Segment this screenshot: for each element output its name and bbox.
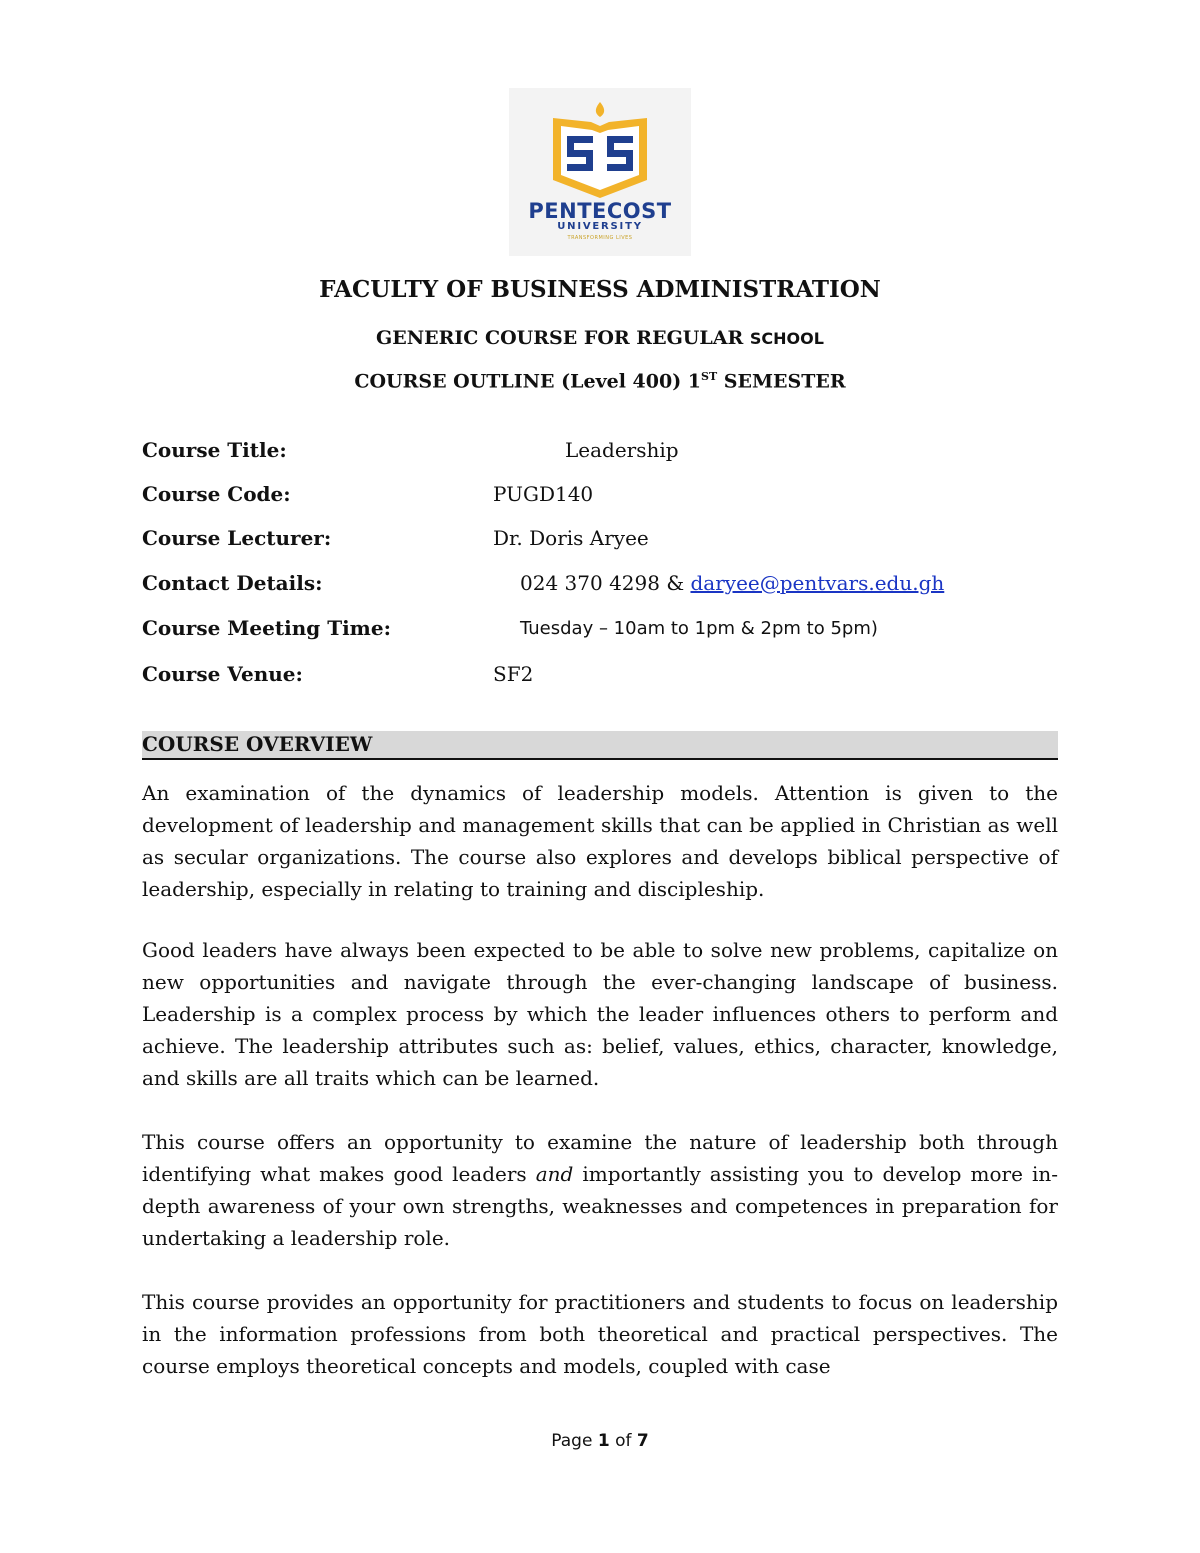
university-logo — [509, 88, 691, 256]
course-venue-value: SF2 — [493, 662, 534, 686]
page-number-footer — [0, 1431, 1200, 1451]
overview-paragraph-4: This course provides an opportunity for practitioners and students to focus on leadership in the information professions from both theoretical and practical perspectives. The course employs theoretical concepts and models, coupled with case — [142, 1290, 1058, 1378]
generic-course-school: SCHOOL — [749, 329, 824, 348]
paragraph-3-part-b: importantly assisting you to develop more in-depth awareness of your own strengths, weaknesses and competences in preparation for undertaking a leadership role. — [142, 1162, 1059, 1250]
contact-phone: 024 370 4298 & — [520, 571, 691, 595]
course-code-label: Course Code: — [142, 482, 291, 506]
meeting-time-value: Tuesday – 10am to 1pm & 2pm to 5pm) — [520, 618, 878, 639]
course-title-label: Course Title: — [142, 438, 287, 462]
of-word: of — [609, 1431, 637, 1451]
page-total: 7 — [636, 1431, 649, 1451]
outline-superscript: ST — [701, 370, 718, 383]
logo-tagline: TRANSFORMING LIVES — [567, 235, 633, 241]
course-outline-heading — [0, 370, 1200, 392]
overview-paragraph-2: Good leaders have always been expected to be able to solve new problems, capitalize on new opportunities and navigate through the ever-changing landscape of business. Leadership is a complex process by which the leader influences others to perform and achieve. The leadership attributes such as: belief, values, ethics, character, knowledge, and skills are all traits which can be learned. — [142, 938, 1058, 1090]
course-lecturer-label: Course Lecturer: — [142, 526, 332, 550]
page-current: 1 — [597, 1431, 610, 1451]
contact-email-link[interactable]: daryee@pentvars.edu.gh — [690, 571, 945, 595]
faculty-heading: FACULTY OF BUSINESS ADMINISTRATION — [319, 276, 881, 303]
course-venue-label: Course Venue: — [142, 662, 303, 686]
generic-course-main: GENERIC COURSE FOR REGULAR — [376, 327, 744, 349]
overview-paragraph-3 — [142, 1126, 1058, 1254]
overview-paragraph-1: An examination of the dynamics of leadership models. Attention is given to the development of leadership and management skills that can be applied in Christian as well as secular organizations. The course also explores and develops biblical perspective of leadership, especially in relating to training and discipleship. — [142, 781, 1058, 901]
generic-course-heading — [0, 327, 1200, 349]
page-word: Page — [551, 1431, 598, 1451]
outline-suffix: SEMESTER — [717, 370, 846, 393]
outline-prefix: COURSE OUTLINE (Level 400) 1 — [354, 370, 702, 393]
university-crest-icon — [545, 100, 655, 200]
course-lecturer-value: Dr. Doris Aryee — [493, 526, 649, 550]
meeting-time-label: Course Meeting Time: — [142, 616, 391, 640]
course-overview-header — [142, 731, 1058, 760]
contact-details-value — [520, 571, 944, 595]
course-title-value: Leadership — [565, 438, 679, 462]
course-code-value: PUGD140 — [493, 482, 594, 506]
contact-details-label: Contact Details: — [142, 571, 323, 595]
logo-subtitle: UNIVERSITY — [557, 221, 643, 232]
paragraph-3-emphasis: and — [535, 1162, 574, 1186]
course-overview-title: COURSE OVERVIEW — [142, 732, 373, 756]
paragraph-3-part-a: This course offers an opportunity to examine the nature of leadership both through identifying what makes good leaders — [142, 1130, 1058, 1186]
logo-name: PENTECOST — [528, 199, 672, 223]
